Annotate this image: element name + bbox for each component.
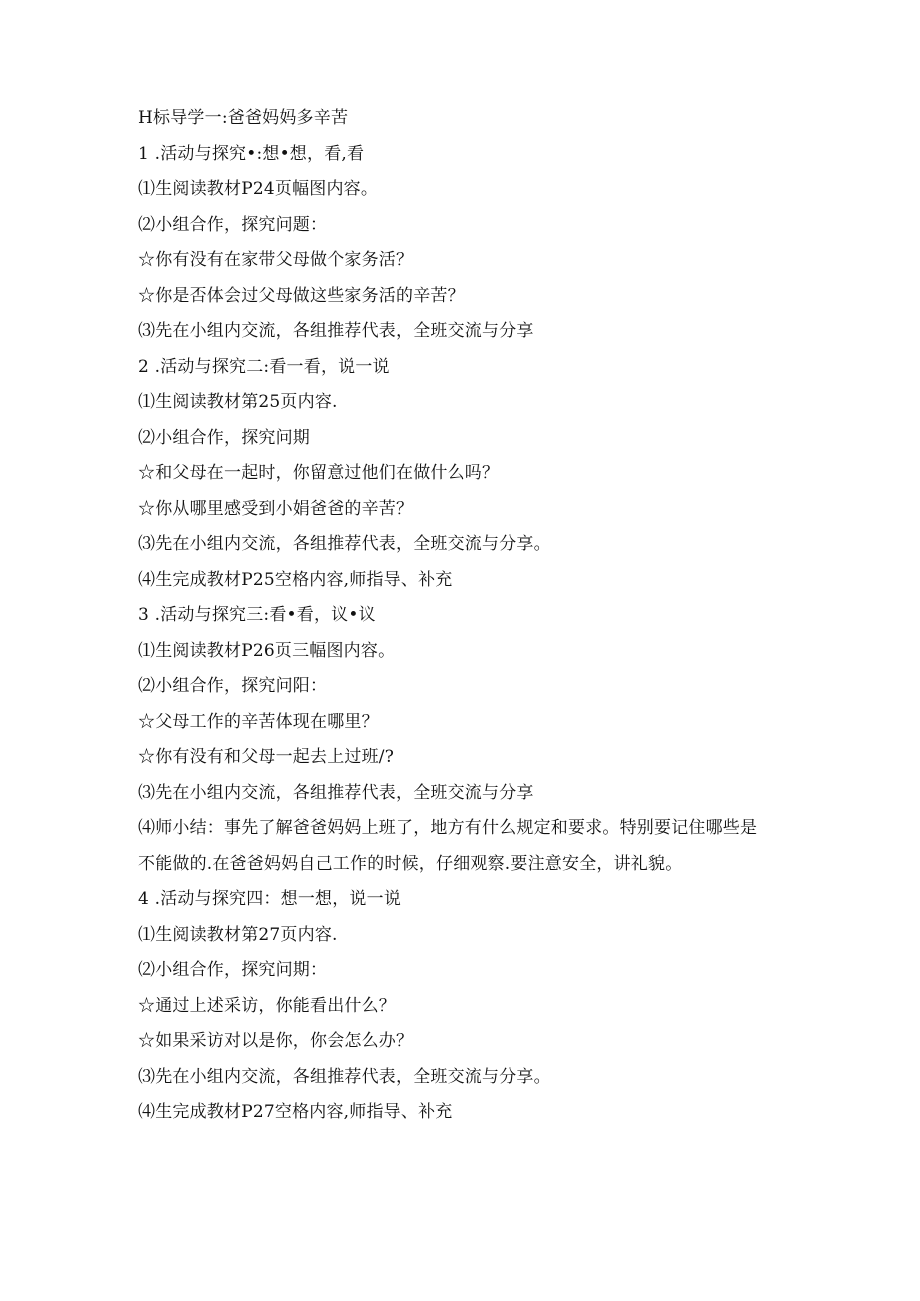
text-line: ⑶先在小组内交流，各组推荐代表，全班交流与分享 — [138, 321, 534, 341]
document-body — [138, 101, 778, 1131]
text-line: ⑷生完成教材P25空格内容,师指导、补充 — [138, 569, 453, 590]
question-line: ☆如果采访对以是你，你会怎么办？ — [138, 1031, 414, 1051]
text-line: ⑴生阅读教材P24页幅图内容。 — [138, 179, 379, 199]
text-line: ⑴生阅读教材P26页三幅图内容。 — [138, 640, 396, 661]
section-title: H标导学一:爸爸妈妈多辛苦 — [138, 108, 349, 128]
teacher-summary-paragraph: ⑷师小结：事先了解爸爸妈妈上班了，地方有什么规定和要求。特别要记住哪些是不能做的.在爸爸妈妈自己工作的时候，仔细观察.要注意安全，讲礼貌。 — [138, 818, 758, 874]
question-line: ☆和父母在一起时，你留意过他们在做什么吗？ — [138, 463, 500, 483]
question-line: ☆你有没有和父母一起去上过班/? — [138, 747, 395, 767]
activity-heading-1: 1 .活动与探究•:想•想，看,看 — [138, 143, 365, 164]
text-line: ⑵小组合作，探究问题： — [138, 214, 328, 235]
text-line: ⑵小组合作，探究问期 — [138, 427, 310, 448]
question-line: ☆你有没有在家带父母做个家务活？ — [138, 250, 414, 270]
text-line: ⑶先在小组内交流，各组推荐代表，全班交流与分享。 — [138, 534, 551, 554]
activity-heading-3: 3 .活动与探究三:看•看，议•议 — [138, 605, 376, 625]
text-line: ⑵小组合作，探究问阳： — [138, 676, 328, 696]
question-line: ☆你从哪里感受到小娟爸爸的辛苦？ — [138, 498, 414, 519]
question-line: ☆你是否体会过父母做这些家务活的辛苦？ — [138, 285, 465, 306]
question-line: ☆通过上述采访，你能看出什么？ — [138, 995, 396, 1016]
text-line: ⑶先在小组内交流，各组推荐代表，全班交流与分享。 — [138, 1066, 551, 1087]
question-line: ☆父母工作的辛苦体现在哪里？ — [138, 711, 379, 732]
text-line: ⑷生完成教材P27空格内容,师指导、补充 — [138, 1102, 453, 1122]
activity-heading-2: 2 .活动与探究二:看一看，说一说 — [138, 356, 390, 377]
text-line: ⑵小组合作，探究问期： — [138, 960, 328, 980]
text-line: ⑶先在小组内交流，各组推荐代表，全班交流与分享 — [138, 782, 534, 803]
text-line: ⑴生阅读教材第27页内容. — [138, 924, 338, 945]
activity-heading-4: 4 .活动与探究四：想一想，说一说 — [138, 889, 402, 909]
text-line: ⑴生阅读教材第25页内容. — [138, 392, 338, 412]
